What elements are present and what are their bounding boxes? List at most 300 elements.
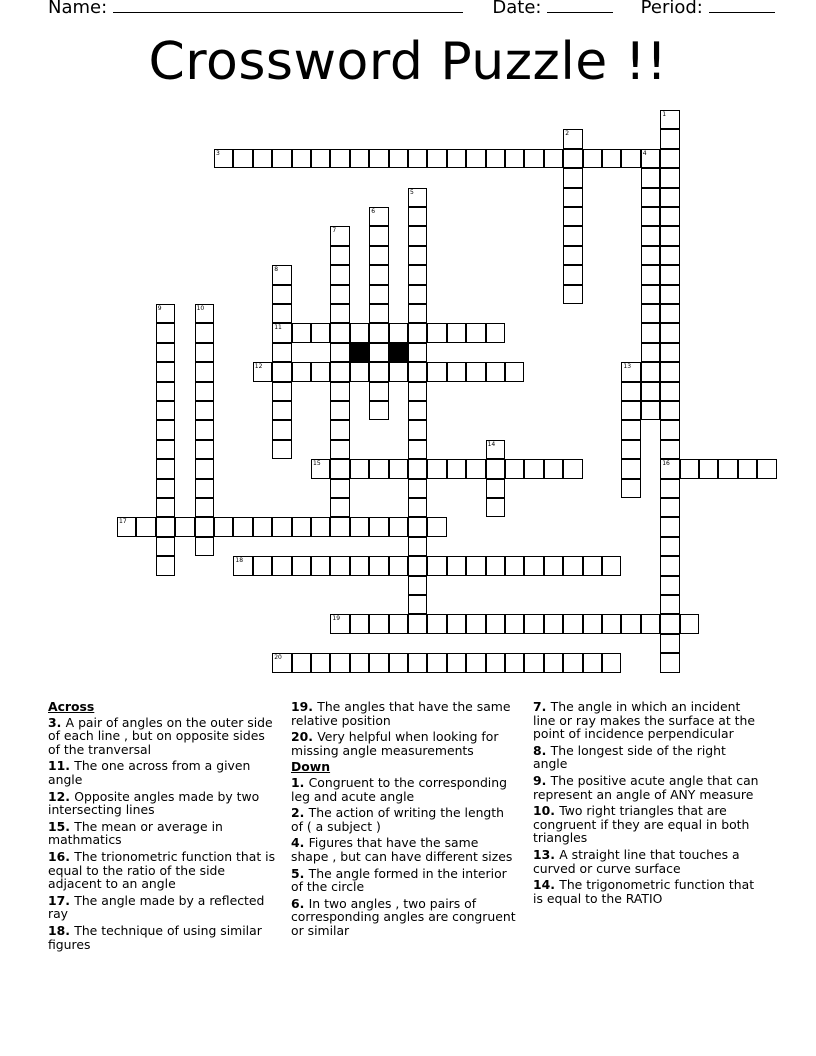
grid-cell[interactable] bbox=[330, 382, 349, 401]
grid-cell[interactable] bbox=[524, 459, 543, 478]
grid-cell[interactable] bbox=[195, 479, 214, 498]
grid-cell[interactable] bbox=[466, 653, 485, 672]
clue-number: 15 bbox=[313, 460, 321, 468]
grid-cell[interactable] bbox=[292, 362, 311, 381]
grid-cell[interactable] bbox=[233, 556, 252, 575]
grid-cell[interactable] bbox=[447, 459, 466, 478]
grid-cell[interactable] bbox=[195, 498, 214, 517]
grid-cell[interactable] bbox=[311, 323, 330, 342]
clue-item-number: 11. bbox=[48, 758, 75, 774]
grid-cell[interactable] bbox=[660, 595, 679, 614]
grid-cell-blocked bbox=[350, 343, 369, 362]
grid-cell[interactable] bbox=[156, 459, 175, 478]
grid-cell[interactable] bbox=[369, 459, 388, 478]
grid-cell[interactable] bbox=[641, 382, 660, 401]
grid-cell[interactable] bbox=[466, 459, 485, 478]
grid-cell[interactable] bbox=[563, 653, 582, 672]
clue-item bbox=[291, 776, 519, 803]
grid-cell[interactable] bbox=[369, 285, 388, 304]
grid-cell[interactable] bbox=[350, 459, 369, 478]
grid-cell[interactable] bbox=[660, 537, 679, 556]
grid-cell[interactable] bbox=[272, 401, 291, 420]
grid-cell[interactable] bbox=[466, 614, 485, 633]
grid-cell[interactable] bbox=[272, 149, 291, 168]
grid-cell[interactable] bbox=[641, 362, 660, 381]
grid-cell[interactable] bbox=[680, 459, 699, 478]
grid-cell[interactable] bbox=[389, 517, 408, 536]
grid-cell[interactable] bbox=[272, 323, 291, 342]
grid-cell[interactable] bbox=[311, 149, 330, 168]
grid-cell[interactable] bbox=[350, 614, 369, 633]
grid-cell[interactable] bbox=[272, 304, 291, 323]
grid-cell[interactable] bbox=[330, 556, 349, 575]
grid-cell[interactable] bbox=[156, 323, 175, 342]
grid-cell[interactable] bbox=[486, 479, 505, 498]
grid-cell[interactable] bbox=[330, 614, 349, 633]
grid-cell[interactable] bbox=[311, 556, 330, 575]
grid-cell[interactable] bbox=[253, 556, 272, 575]
grid-cell[interactable] bbox=[544, 614, 563, 633]
grid-cell[interactable] bbox=[156, 382, 175, 401]
grid-cell[interactable] bbox=[466, 362, 485, 381]
grid-cell[interactable] bbox=[583, 556, 602, 575]
grid-cell[interactable] bbox=[660, 304, 679, 323]
grid-cell[interactable] bbox=[408, 304, 427, 323]
grid-cell-blocked bbox=[389, 343, 408, 362]
clue-item bbox=[533, 700, 761, 741]
grid-cell[interactable] bbox=[447, 614, 466, 633]
grid-cell[interactable] bbox=[408, 362, 427, 381]
grid-cell[interactable] bbox=[136, 517, 155, 536]
grid-cell[interactable] bbox=[660, 614, 679, 633]
grid-cell[interactable] bbox=[408, 537, 427, 556]
clue-item bbox=[48, 924, 276, 951]
grid-cell[interactable] bbox=[408, 459, 427, 478]
grid-cell[interactable] bbox=[408, 440, 427, 459]
grid-cell[interactable] bbox=[272, 556, 291, 575]
grid-cell[interactable] bbox=[272, 440, 291, 459]
grid-cell[interactable] bbox=[563, 149, 582, 168]
grid-cell[interactable] bbox=[427, 517, 446, 536]
grid-cell[interactable] bbox=[621, 614, 640, 633]
grid-cell[interactable] bbox=[195, 440, 214, 459]
grid-cell[interactable] bbox=[389, 149, 408, 168]
grid-cell[interactable] bbox=[660, 246, 679, 265]
grid-cell[interactable] bbox=[389, 614, 408, 633]
grid-cell[interactable] bbox=[660, 129, 679, 148]
grid-cell[interactable] bbox=[486, 323, 505, 342]
grid-cell[interactable] bbox=[195, 459, 214, 478]
grid-cell[interactable] bbox=[583, 614, 602, 633]
grid-cell[interactable] bbox=[621, 420, 640, 439]
grid-cell[interactable] bbox=[660, 498, 679, 517]
grid-cell[interactable] bbox=[660, 207, 679, 226]
grid-cell[interactable] bbox=[408, 265, 427, 284]
clue-item-text: Two right triangles that are congruent if they are equal in both triangles bbox=[533, 803, 750, 846]
grid-cell[interactable] bbox=[641, 614, 660, 633]
grid-cell[interactable] bbox=[408, 285, 427, 304]
grid-cell[interactable] bbox=[214, 149, 233, 168]
grid-cell[interactable] bbox=[505, 614, 524, 633]
grid-cell[interactable] bbox=[486, 459, 505, 478]
grid-cell[interactable] bbox=[563, 207, 582, 226]
grid-cell[interactable] bbox=[330, 517, 349, 536]
grid-cell[interactable] bbox=[369, 614, 388, 633]
grid-cell[interactable] bbox=[660, 382, 679, 401]
clue-item bbox=[48, 850, 276, 891]
grid-cell[interactable] bbox=[195, 362, 214, 381]
grid-cell[interactable] bbox=[738, 459, 757, 478]
grid-cell[interactable] bbox=[311, 459, 330, 478]
grid-cell[interactable] bbox=[660, 479, 679, 498]
grid-cell[interactable] bbox=[195, 323, 214, 342]
grid-cell[interactable] bbox=[427, 556, 446, 575]
grid-cell[interactable] bbox=[253, 517, 272, 536]
grid-cell[interactable] bbox=[292, 556, 311, 575]
grid-cell[interactable] bbox=[621, 459, 640, 478]
grid-cell[interactable] bbox=[505, 362, 524, 381]
grid-cell[interactable] bbox=[660, 285, 679, 304]
grid-cell[interactable] bbox=[563, 285, 582, 304]
clue-item-text: The technique of using similar figures bbox=[48, 922, 262, 952]
grid-cell[interactable] bbox=[350, 556, 369, 575]
grid-cell[interactable] bbox=[369, 653, 388, 672]
clue-item-text: Congruent to the corresponding leg and acute angle bbox=[291, 774, 507, 804]
grid-cell[interactable] bbox=[330, 149, 349, 168]
grid-cell[interactable] bbox=[641, 168, 660, 187]
grid-cell[interactable] bbox=[408, 653, 427, 672]
grid-cell[interactable] bbox=[447, 556, 466, 575]
grid-cell[interactable] bbox=[272, 285, 291, 304]
grid-cell[interactable] bbox=[330, 343, 349, 362]
clue-item-text: A straight line that touches a curved or curve surface bbox=[533, 846, 740, 876]
grid-cell[interactable] bbox=[408, 343, 427, 362]
grid-cell[interactable] bbox=[369, 517, 388, 536]
grid-cell[interactable] bbox=[330, 498, 349, 517]
grid-cell[interactable] bbox=[563, 556, 582, 575]
grid-cell[interactable] bbox=[408, 149, 427, 168]
grid-cell[interactable] bbox=[641, 246, 660, 265]
grid-cell[interactable] bbox=[563, 129, 582, 148]
grid-cell[interactable] bbox=[427, 362, 446, 381]
grid-cell[interactable] bbox=[505, 459, 524, 478]
grid-cell[interactable] bbox=[369, 207, 388, 226]
grid-cell[interactable] bbox=[660, 149, 679, 168]
grid-cell[interactable] bbox=[408, 498, 427, 517]
grid-cell[interactable] bbox=[641, 323, 660, 342]
grid-cell[interactable] bbox=[621, 440, 640, 459]
grid-cell[interactable] bbox=[718, 459, 737, 478]
grid-cell[interactable] bbox=[389, 362, 408, 381]
page-title: Crossword Puzzle !! bbox=[148, 32, 668, 92]
grid-cell[interactable] bbox=[350, 517, 369, 536]
grid-cell[interactable] bbox=[660, 362, 679, 381]
grid-cell[interactable] bbox=[563, 226, 582, 245]
grid-cell[interactable] bbox=[369, 323, 388, 342]
grid-cell[interactable] bbox=[389, 653, 408, 672]
grid-cell[interactable] bbox=[156, 304, 175, 323]
grid-cell[interactable] bbox=[408, 479, 427, 498]
grid-cell[interactable] bbox=[195, 382, 214, 401]
grid-cell[interactable] bbox=[156, 362, 175, 381]
grid-cell[interactable] bbox=[350, 362, 369, 381]
grid-cell[interactable] bbox=[214, 517, 233, 536]
grid-cell[interactable] bbox=[486, 614, 505, 633]
grid-cell[interactable] bbox=[583, 653, 602, 672]
grid-cell[interactable] bbox=[660, 459, 679, 478]
clues-column-3 bbox=[533, 700, 761, 908]
grid-cell[interactable] bbox=[350, 653, 369, 672]
clue-item-number: 12. bbox=[48, 788, 75, 804]
grid-cell[interactable] bbox=[660, 634, 679, 653]
grid-cell[interactable] bbox=[660, 420, 679, 439]
grid-cell[interactable] bbox=[660, 323, 679, 342]
grid-cell[interactable] bbox=[272, 420, 291, 439]
grid-cell[interactable] bbox=[621, 382, 640, 401]
grid-cell[interactable] bbox=[330, 265, 349, 284]
grid-cell[interactable] bbox=[621, 149, 640, 168]
grid-cell[interactable] bbox=[369, 304, 388, 323]
grid-cell[interactable] bbox=[117, 517, 136, 536]
grid-cell[interactable] bbox=[369, 226, 388, 245]
grid-cell[interactable] bbox=[195, 517, 214, 536]
grid-cell[interactable] bbox=[156, 440, 175, 459]
grid-cell[interactable] bbox=[563, 246, 582, 265]
grid-cell[interactable] bbox=[563, 614, 582, 633]
grid-cell[interactable] bbox=[330, 246, 349, 265]
grid-cell[interactable] bbox=[156, 556, 175, 575]
grid-cell[interactable] bbox=[641, 401, 660, 420]
clue-item bbox=[533, 848, 761, 875]
grid-cell[interactable] bbox=[602, 614, 621, 633]
grid-cell[interactable] bbox=[195, 401, 214, 420]
grid-cell[interactable] bbox=[330, 285, 349, 304]
grid-cell[interactable] bbox=[272, 265, 291, 284]
grid-cell[interactable] bbox=[233, 149, 252, 168]
grid-cell[interactable] bbox=[486, 498, 505, 517]
grid-cell[interactable] bbox=[292, 517, 311, 536]
grid-cell[interactable] bbox=[195, 304, 214, 323]
grid-cell[interactable] bbox=[408, 323, 427, 342]
grid-cell[interactable] bbox=[156, 537, 175, 556]
clue-item bbox=[291, 700, 519, 727]
clue-number: 6 bbox=[371, 208, 376, 215]
grid-cell[interactable] bbox=[350, 149, 369, 168]
grid-cell[interactable] bbox=[156, 498, 175, 517]
grid-cell[interactable] bbox=[641, 149, 660, 168]
grid-cell[interactable] bbox=[253, 362, 272, 381]
grid-cell[interactable] bbox=[389, 459, 408, 478]
grid-cell[interactable] bbox=[524, 614, 543, 633]
grid-cell[interactable] bbox=[292, 653, 311, 672]
clue-item-number: 9. bbox=[533, 772, 551, 788]
grid-cell[interactable] bbox=[641, 207, 660, 226]
grid-cell[interactable] bbox=[427, 323, 446, 342]
grid-cell[interactable] bbox=[505, 149, 524, 168]
grid-cell[interactable] bbox=[641, 188, 660, 207]
grid-cell[interactable] bbox=[447, 653, 466, 672]
grid-cell[interactable] bbox=[447, 362, 466, 381]
grid-cell[interactable] bbox=[602, 653, 621, 672]
grid-cell[interactable] bbox=[369, 246, 388, 265]
grid-cell[interactable] bbox=[660, 653, 679, 672]
grid-cell[interactable] bbox=[641, 343, 660, 362]
grid-cell[interactable] bbox=[369, 401, 388, 420]
grid-cell[interactable] bbox=[389, 556, 408, 575]
grid-cell[interactable] bbox=[563, 265, 582, 284]
clue-item bbox=[533, 878, 761, 905]
grid-cell[interactable] bbox=[427, 653, 446, 672]
grid-cell[interactable] bbox=[233, 517, 252, 536]
grid-cell[interactable] bbox=[602, 556, 621, 575]
grid-cell[interactable] bbox=[466, 556, 485, 575]
grid-cell[interactable] bbox=[757, 459, 776, 478]
clue-item-text: The trionometric function that is equal to the ratio of the side adjacent to an angle bbox=[48, 848, 276, 892]
grid-cell[interactable] bbox=[330, 459, 349, 478]
grid-cell[interactable] bbox=[156, 479, 175, 498]
grid-cell[interactable] bbox=[369, 362, 388, 381]
grid-cell[interactable] bbox=[408, 382, 427, 401]
grid-cell[interactable] bbox=[350, 323, 369, 342]
grid-cell[interactable] bbox=[660, 265, 679, 284]
grid-cell[interactable] bbox=[272, 362, 291, 381]
grid-cell[interactable] bbox=[660, 401, 679, 420]
grid-cell[interactable] bbox=[156, 401, 175, 420]
grid-cell[interactable] bbox=[156, 420, 175, 439]
grid-cell[interactable] bbox=[369, 343, 388, 362]
grid-cell[interactable] bbox=[621, 362, 640, 381]
grid-cell[interactable] bbox=[486, 149, 505, 168]
grid-cell[interactable] bbox=[408, 614, 427, 633]
grid-cell[interactable] bbox=[660, 517, 679, 536]
grid-cell[interactable] bbox=[641, 304, 660, 323]
grid-cell[interactable] bbox=[292, 323, 311, 342]
grid-cell[interactable] bbox=[195, 343, 214, 362]
grid-cell[interactable] bbox=[253, 149, 272, 168]
grid-cell[interactable] bbox=[486, 362, 505, 381]
grid-cell[interactable] bbox=[330, 401, 349, 420]
grid-cell[interactable] bbox=[563, 168, 582, 187]
grid-cell[interactable] bbox=[311, 653, 330, 672]
grid-cell[interactable] bbox=[330, 653, 349, 672]
grid-cell[interactable] bbox=[544, 556, 563, 575]
grid-cell[interactable] bbox=[330, 362, 349, 381]
grid-cell[interactable] bbox=[544, 149, 563, 168]
grid-cell[interactable] bbox=[272, 517, 291, 536]
grid-cell[interactable] bbox=[660, 110, 679, 129]
grid-cell[interactable] bbox=[272, 382, 291, 401]
grid-cell[interactable] bbox=[505, 556, 524, 575]
clue-item-number: 15. bbox=[48, 818, 75, 834]
grid-cell[interactable] bbox=[660, 576, 679, 595]
grid-cell[interactable] bbox=[641, 265, 660, 284]
grid-cell[interactable] bbox=[195, 537, 214, 556]
grid-cell[interactable] bbox=[660, 226, 679, 245]
grid-cell[interactable] bbox=[524, 149, 543, 168]
grid-cell[interactable] bbox=[408, 188, 427, 207]
grid-cell[interactable] bbox=[466, 149, 485, 168]
grid-cell[interactable] bbox=[408, 517, 427, 536]
grid-cell[interactable] bbox=[641, 285, 660, 304]
grid-cell[interactable] bbox=[408, 420, 427, 439]
grid-cell[interactable] bbox=[292, 149, 311, 168]
grid-cell[interactable] bbox=[563, 188, 582, 207]
clue-number: 17 bbox=[119, 518, 127, 526]
grid-cell[interactable] bbox=[563, 459, 582, 478]
grid-cell[interactable] bbox=[427, 459, 446, 478]
grid-cell[interactable] bbox=[175, 517, 194, 536]
grid-cell[interactable] bbox=[330, 420, 349, 439]
grid-cell[interactable] bbox=[583, 149, 602, 168]
grid-cell[interactable] bbox=[408, 556, 427, 575]
grid-cell[interactable] bbox=[660, 343, 679, 362]
grid-cell[interactable] bbox=[544, 459, 563, 478]
grid-cell[interactable] bbox=[369, 265, 388, 284]
grid-cell[interactable] bbox=[408, 595, 427, 614]
clue-item-text: In two angles , two pairs of corresponding angles are congruent or similar bbox=[291, 895, 516, 938]
grid-cell[interactable] bbox=[330, 304, 349, 323]
grid-cell[interactable] bbox=[660, 440, 679, 459]
grid-cell[interactable] bbox=[408, 246, 427, 265]
grid-cell[interactable] bbox=[447, 149, 466, 168]
grid-cell[interactable] bbox=[427, 614, 446, 633]
grid-cell[interactable] bbox=[505, 653, 524, 672]
grid-cell[interactable] bbox=[621, 479, 640, 498]
grid-cell[interactable] bbox=[427, 149, 446, 168]
grid-cell[interactable] bbox=[621, 401, 640, 420]
grid-cell[interactable] bbox=[389, 323, 408, 342]
grid-cell[interactable] bbox=[680, 614, 699, 633]
grid-cell[interactable] bbox=[641, 226, 660, 245]
grid-cell[interactable] bbox=[660, 556, 679, 575]
grid-cell[interactable] bbox=[408, 576, 427, 595]
grid-cell[interactable] bbox=[602, 149, 621, 168]
grid-cell[interactable] bbox=[524, 556, 543, 575]
grid-cell[interactable] bbox=[311, 362, 330, 381]
grid-cell[interactable] bbox=[156, 517, 175, 536]
grid-cell[interactable] bbox=[408, 207, 427, 226]
grid-cell[interactable] bbox=[408, 401, 427, 420]
grid-cell[interactable] bbox=[660, 168, 679, 187]
grid-cell[interactable] bbox=[369, 382, 388, 401]
grid-cell[interactable] bbox=[447, 323, 466, 342]
grid-cell[interactable] bbox=[330, 226, 349, 245]
grid-cell[interactable] bbox=[699, 459, 718, 478]
grid-cell[interactable] bbox=[486, 440, 505, 459]
grid-cell[interactable] bbox=[330, 440, 349, 459]
grid-cell[interactable] bbox=[330, 479, 349, 498]
grid-cell[interactable] bbox=[486, 653, 505, 672]
grid-cell[interactable] bbox=[466, 323, 485, 342]
grid-cell[interactable] bbox=[524, 653, 543, 672]
grid-cell[interactable] bbox=[369, 556, 388, 575]
grid-cell[interactable] bbox=[330, 323, 349, 342]
clue-item-text: The one across from a given angle bbox=[48, 758, 251, 787]
grid-cell[interactable] bbox=[272, 653, 291, 672]
grid-cell[interactable] bbox=[408, 226, 427, 245]
clue-number: 11 bbox=[274, 324, 282, 332]
grid-cell[interactable] bbox=[156, 343, 175, 362]
grid-cell[interactable] bbox=[544, 653, 563, 672]
grid-cell[interactable] bbox=[660, 188, 679, 207]
clue-item bbox=[291, 897, 519, 938]
grid-cell[interactable] bbox=[272, 343, 291, 362]
clue-item bbox=[291, 730, 519, 757]
grid-cell[interactable] bbox=[369, 149, 388, 168]
grid-cell[interactable] bbox=[486, 556, 505, 575]
grid-cell[interactable] bbox=[195, 420, 214, 439]
grid-cell[interactable] bbox=[311, 517, 330, 536]
